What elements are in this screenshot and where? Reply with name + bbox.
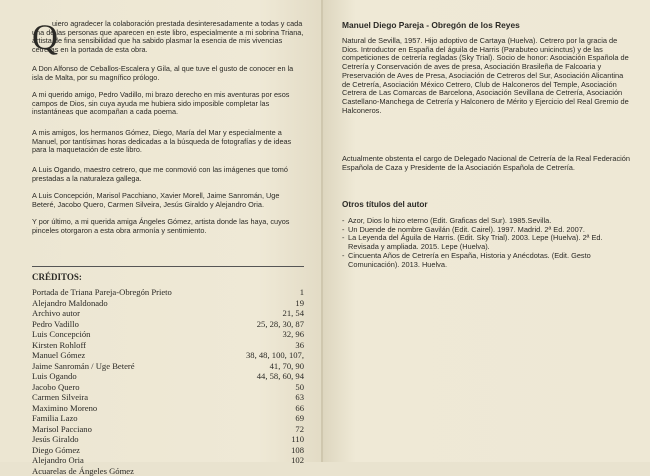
author-current-role: Actualmente obstenta el cargo de Delegado Nacional de Cetrería de la Real Federación Española de Caza y Presidente de la Asociación Española de Cetrería. xyxy=(342,155,632,172)
credit-pages: 72 xyxy=(295,424,304,435)
thanks-paragraph-gomez: A mis amigos, los hermanos Gómez, Diego, María del Mar y especialmente a Manuel, por tantísimas horas dedicadas a la búsqueda de fotografías y de ideas para la maquetación de este libro. xyxy=(32,129,304,155)
other-work-title: Azor, Dios lo hizo eterno (Edit. Graficas del Sur). 1985.Sevilla. xyxy=(348,216,551,225)
credit-row xyxy=(32,392,304,403)
credit-row xyxy=(32,340,304,351)
left-page xyxy=(0,0,323,462)
intro-paragraph: uiero agradecer la colaboración prestada desinteresadamente a todas y cada una de las personas que aparecen en este libro, especialmente a mi sobrina Triana, artista de fina sensibilidad que ha sabido plasmar la esencia de mis vivencias cetreras en la portada de esta obra. xyxy=(32,20,304,54)
credit-row xyxy=(32,287,304,298)
credits-list xyxy=(32,287,304,476)
drop-cap: Q xyxy=(32,19,58,55)
credit-name: Jacobo Quero xyxy=(32,382,80,393)
other-works-list xyxy=(342,217,632,269)
credit-pages: 21, 54 xyxy=(283,308,304,319)
credit-row xyxy=(32,361,304,372)
thanks-paragraph-vadillo: A mi querido amigo, Pedro Vadillo, mi brazo derecho en mis aventuras por esos campos de Dios, sin cuya ayuda me hubiera sido imposible completar las instantáneas que acompañan a cada poema. xyxy=(32,91,304,117)
credit-name: Acuarelas de Ángeles Gómez xyxy=(32,466,134,476)
credit-pages: 63 xyxy=(295,392,304,403)
credit-pages: 32, 96 xyxy=(283,329,304,340)
credit-name: Pedro Vadillo xyxy=(32,319,79,330)
other-work-title: Cincuenta Años de Cetrería en España, Historia y Anécdotas. (Edit. Gesto Comunicación). 2013. Huelva. xyxy=(348,251,591,269)
credit-name: Luis Concepción xyxy=(32,329,90,340)
credit-name: Maximino Moreno xyxy=(32,403,97,414)
other-works-heading: Otros títulos del autor xyxy=(342,200,428,209)
credit-pages: 110 xyxy=(291,434,304,445)
credit-row xyxy=(32,329,304,340)
credit-pages: 36 xyxy=(295,340,304,351)
credit-pages: 1 xyxy=(300,287,304,298)
credit-row xyxy=(32,298,304,309)
credit-name: Jesús Giraldo xyxy=(32,434,79,445)
credit-row xyxy=(32,350,304,361)
credit-pages: 41, 70, 90 xyxy=(270,361,304,372)
credits-heading: CRÉDITOS: xyxy=(32,272,82,282)
credit-name: Luis Ogando xyxy=(32,371,77,382)
credit-row xyxy=(32,445,304,456)
credit-name: Portada de Triana Pareja-Obregón Prieto xyxy=(32,287,172,298)
other-work-item xyxy=(342,234,632,251)
divider xyxy=(32,266,304,267)
credit-row xyxy=(32,308,304,319)
list-dash: - xyxy=(342,226,348,235)
author-heading: Manuel Diego Pareja - Obregón de los Reyes xyxy=(342,20,520,30)
thanks-paragraph-ogando: A Luis Ogando, maestro cetrero, que me conmovió con las imágenes que tomó prestadas a la naturaleza gallega. xyxy=(32,166,304,183)
thanks-paragraph-prologue: A Don Alfonso de Ceballos-Escalera y Gila, al que tuve el gusto de conocer en la isla de Malta, por su magnífico prólogo. xyxy=(32,65,304,82)
credit-pages: 25, 28, 30, 87 xyxy=(257,319,304,330)
list-dash: - xyxy=(342,234,348,243)
thanks-paragraph-angeles: Y por último, a mi querida amiga Ángeles Gómez, artista donde las haya, cuyos pinceles otorgaron a esta obra armonía y sentimiento. xyxy=(32,218,304,235)
credit-name: Archivo autor xyxy=(32,308,80,319)
credit-name: Alejandro Oria xyxy=(32,455,84,466)
credit-row xyxy=(32,455,304,466)
credit-row xyxy=(32,371,304,382)
credit-pages: 108 xyxy=(291,445,304,456)
list-dash: - xyxy=(342,252,348,261)
credit-row xyxy=(32,466,304,476)
credit-name: Kirsten Rohloff xyxy=(32,340,86,351)
credit-row xyxy=(32,434,304,445)
credit-name: Diego Gómez xyxy=(32,445,80,456)
credit-name: Marisol Pacciano xyxy=(32,424,92,435)
credit-row xyxy=(32,319,304,330)
other-work-title: Un Duende de nombre Gavilán (Edit. Cairel). 1997. Madrid. 2ª Ed. 2007. xyxy=(348,225,585,234)
other-work-item xyxy=(342,252,632,269)
credit-row xyxy=(32,424,304,435)
credit-name: Familia Lazo xyxy=(32,413,78,424)
credit-pages: 38, 48, 100, 107, xyxy=(246,350,304,361)
credit-pages: 102 xyxy=(291,455,304,466)
credit-name: Manuel Gómez xyxy=(32,350,85,361)
credit-name: Alejandro Maldonado xyxy=(32,298,108,309)
credit-pages: 66 xyxy=(295,403,304,414)
credit-pages: 50 xyxy=(295,382,304,393)
thanks-paragraph-collaborators: A Luis Concepción, Marisol Pacchiano, Xavier Morell, Jaime Sanromán, Uge Beteré, Jacobo Quero, Carmen Silveira, Jesús Giraldo y Alejandro Oria. xyxy=(32,192,304,209)
credit-name: Jaime Sanromán / Uge Beteré xyxy=(32,361,135,372)
credit-name: Carmen Silveira xyxy=(32,392,88,403)
credit-pages: 69 xyxy=(295,413,304,424)
credit-pages: 44, 58, 60, 94 xyxy=(257,371,304,382)
author-bio: Natural de Sevilla, 1957. Hijo adoptivo de Cartaya (Huelva). Cetrero por la gracia de Dios. Introductor en España del águila de Harris (Parabuteo unicinctus) y de las competiciones de cetrería regladas (Sky Trial). Socio de honor: Asociación Española de Cetrería y Conservación de aves de presa, Asociación Brasileña de Falcoaria y Preservación de Aves de Presa, Asociación de Cetreros del Sur, Asociación Alicantina de Cetrería, Asociación México Cetrero, Club de Halconeros del Temple, Asociación Cetrera de Las Comarcas de Barcelona, Asociación Sevillana de Cetrería, Asociación Castellano-Manchega de Cetrería y Halconero de Mérito y Ejercicio del Real Gremio de Halconeros. xyxy=(342,37,632,115)
list-dash: - xyxy=(342,217,348,226)
credit-row xyxy=(32,413,304,424)
credit-row xyxy=(32,403,304,414)
credit-pages: 19 xyxy=(295,298,304,309)
other-work-title: La Leyenda del Águila de Harris. (Edit. Sky Trial). 2003. Lepe (Huelva). 2ª Ed. Revisada y ampliada. 2015. Lepe (Huelva). xyxy=(348,233,603,251)
credit-row xyxy=(32,382,304,393)
